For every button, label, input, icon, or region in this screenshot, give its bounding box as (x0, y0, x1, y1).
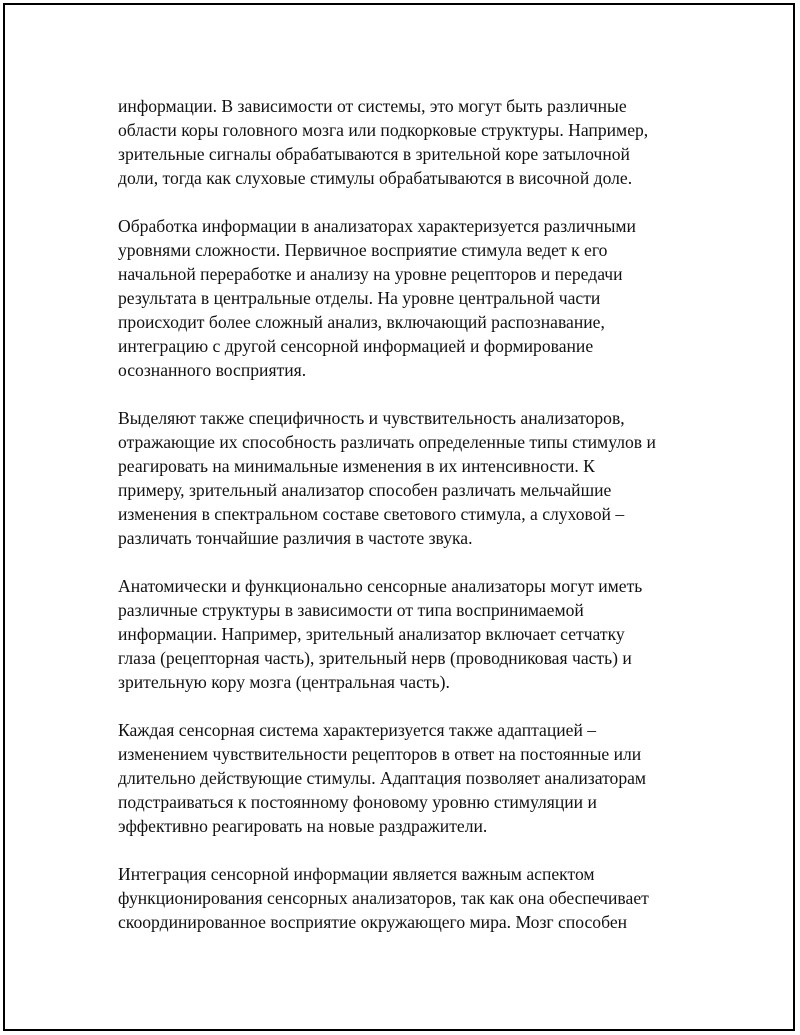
text-line: подстраиваться к постоянному фоновому уровню стимуляции и (118, 792, 597, 812)
text-line: изменением чувствительности рецепторов в ответ на постоянные или (118, 744, 642, 764)
text-line: функционирования сенсорных анализаторов, так как она обеспечивает (118, 888, 649, 908)
paragraph (118, 94, 698, 190)
text-line: изменения в спектральном составе светового стимула, а слуховой – (118, 504, 625, 524)
text-line: отражающие их способность различать определенные типы стимулов и (118, 432, 656, 452)
paragraph (118, 406, 698, 550)
text-line: Интеграция сенсорной информации является важным аспектом (118, 864, 595, 884)
text-line: Обработка информации в анализаторах характеризуется различными (118, 216, 636, 236)
text-line: начальной переработке и анализу на уровне рецепторов и передачи (118, 264, 623, 284)
text-line: зрительную кору мозга (центральная часть). (118, 672, 450, 692)
text-line: эффективно реагировать на новые раздражители. (118, 816, 488, 836)
text-line: происходит более сложный анализ, включающий распознавание, (118, 312, 605, 332)
paragraph (118, 214, 698, 382)
text-line: доли, тогда как слуховые стимулы обрабатываются в височной доле. (118, 168, 633, 188)
document-body (118, 94, 698, 958)
text-line: осознанного восприятия. (118, 360, 307, 380)
text-line: Анатомически и функционально сенсорные анализаторы могут иметь (118, 576, 643, 596)
text-line: Выделяют также специфичность и чувствительность анализаторов, (118, 408, 625, 428)
text-line: интеграцию с другой сенсорной информацией и формирование (118, 336, 594, 356)
text-line: информации. В зависимости от системы, это могут быть различные (118, 96, 627, 116)
text-line: реагировать на минимальные изменения в их интенсивности. К (118, 456, 595, 476)
paragraph (118, 862, 698, 934)
text-line: зрительные сигналы обрабатываются в зрительной коре затылочной (118, 144, 630, 164)
text-line: скоординированное восприятие окружающего мира. Мозг способен (118, 912, 628, 932)
text-line: длительно действующие стимулы. Адаптация позволяет анализаторам (118, 768, 647, 788)
text-line: области коры головного мозга или подкорковые структуры. Например, (118, 120, 649, 140)
text-line: информации. Например, зрительный анализатор включает сетчатку (118, 624, 625, 644)
text-line: Каждая сенсорная система характеризуется также адаптацией – (118, 720, 597, 740)
text-line: различать тончайшие различия в частоте звука. (118, 528, 473, 548)
paragraph (118, 574, 698, 694)
paragraph (118, 718, 698, 838)
text-line: примеру, зрительный анализатор способен различать мельчайшие (118, 480, 612, 500)
text-line: уровнями сложности. Первичное восприятие стимула ведет к его (118, 240, 608, 260)
text-line: различные структуры в зависимости от типа воспринимаемой (118, 600, 584, 620)
text-line: результата в центральные отделы. На уровне центральной части (118, 288, 601, 308)
text-line: глаза (рецепторная часть), зрительный нерв (проводниковая часть) и (118, 648, 632, 668)
